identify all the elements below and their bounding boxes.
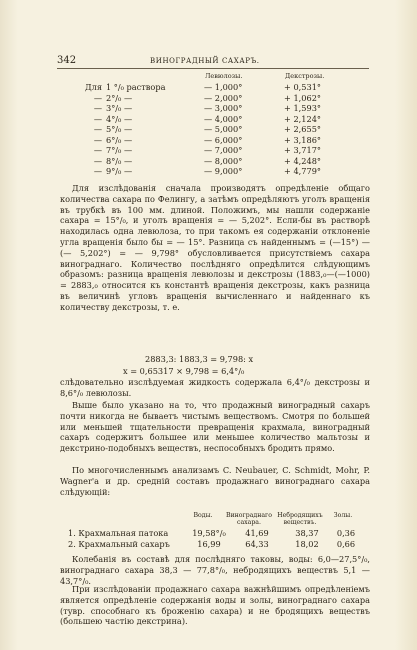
levulose-cell: — 9,000° xyxy=(204,166,243,176)
concentration-cell: 6°/₀ — xyxy=(106,134,133,145)
dextrose-cell: + 1,593° xyxy=(284,103,321,113)
row-prefix: — xyxy=(93,103,102,113)
col-header-unfermentable: Небродящихъ веществъ. xyxy=(277,512,323,526)
formula-result: x = 0,65317 × 9,798 = 6,4°/₀ xyxy=(123,366,245,376)
concentration-cell: 2°/₀ — xyxy=(106,92,133,103)
rotation-row xyxy=(62,93,364,104)
row-prefix: — xyxy=(93,155,102,166)
paragraph-variation: Колебанія въ составѣ для послѣдняго таковы, воды: 6,0—27,5°/₀, винограднаго сахара 38,3 — 77,8°/₀, небродящихъ веществъ 5,1 — 43,7°/₀. xyxy=(60,554,370,586)
rotation-row xyxy=(62,124,364,135)
analysis-cell-unferm: 18,02 xyxy=(295,539,319,549)
row-prefix: — xyxy=(93,134,102,145)
dextrose-cell: + 2,124° xyxy=(284,113,321,124)
concentration-cell: 7°/₀ — xyxy=(106,145,133,155)
analysis-table xyxy=(68,528,360,550)
levulose-cell: — 3,000° xyxy=(204,103,243,113)
paragraph-commercial-sugar: Выше было указано на то, что продажный виноградный сахаръ почти никогда не бываетъ чистымъ веществомъ. Смотря по большей или меньшей тщательности превращенія крахмала, виноградный сахаръ содержитъ большее или меньшее количество мальтозы и декстрино-подобныхъ веществъ, неспособныхъ бродить прямо. xyxy=(60,400,370,454)
analysis-cell-name: 1. Крахмальная патока xyxy=(68,528,169,538)
analysis-cell-grape: 64,33 xyxy=(245,539,269,549)
paragraph-conclusion: слѣдовательно изслѣдуемая жидкость содержала 6,4°/₀ декстрозы и 8,6°/₀ левюлозы. xyxy=(60,377,370,398)
paragraph-analyses: По многочисленнымъ анализамъ C. Neubauer, C. Schmidt, Mohr, P. Wagner'а и др. средній составъ продажнаго винограднаго сахара слѣдующій: xyxy=(60,465,370,497)
page-number: 342 xyxy=(57,55,77,66)
concentration-cell: 9°/₀ — xyxy=(106,166,133,176)
dextrose-cell: + 3,717° xyxy=(284,145,321,155)
concentration-cell: 5°/₀ — xyxy=(106,124,133,134)
levulose-cell: — 6,000° xyxy=(204,134,243,145)
analysis-cell-water: 16,99 xyxy=(197,539,221,549)
levulose-cell: — 4,000° xyxy=(204,113,243,124)
rotation-row xyxy=(62,82,364,93)
analysis-cell-grape: 41,69 xyxy=(245,528,269,538)
row-prefix: — xyxy=(93,166,102,176)
dextrose-cell: + 0,531° xyxy=(284,82,321,92)
rotation-row xyxy=(62,103,364,114)
analysis-row xyxy=(68,539,360,550)
analysis-cell-ash: 0,36 xyxy=(336,528,356,538)
row-prefix: — xyxy=(93,92,102,103)
col-header-levulose: Левюлозы. xyxy=(205,72,243,80)
concentration-cell: 8°/₀ — xyxy=(106,155,133,166)
analysis-cell-name: 2. Крахмальный сахаръ xyxy=(68,539,170,549)
concentration-cell: 4°/₀ — xyxy=(106,113,133,124)
dextrose-cell: + 2,655° xyxy=(284,124,321,134)
rotation-row xyxy=(62,145,364,156)
col-header-dextrose: Декстрозы. xyxy=(285,72,325,80)
rotation-row xyxy=(62,114,364,125)
dextrose-cell: + 4,248° xyxy=(284,155,321,166)
dextrose-cell: + 4,779° xyxy=(284,166,321,176)
row-prefix: — xyxy=(93,124,102,134)
row-prefix: Для xyxy=(84,82,102,92)
levulose-cell: — 1,000° xyxy=(204,82,243,92)
paragraph-method: Для изслѣдованія сначала производятъ опредѣленіе общаго количества сахара по Фелингу, а затѣмъ опредѣляютъ уголъ вращенія въ трубкѣ въ 100 мм. длиной. Положимъ, мы нашли содержаніе сахара = 15°/₀, и уголъ вращенія = — 5,202°. Если-бы въ растворѣ находилась одна левюлоза, то при такомъ ея содержаніи отклоненіе угла вращенія было бы = — 15°. Разница съ найденнымъ = (—15°) — (— 5,202°) = — 9,798° обусловливается присутствіемъ сахара винограднаго. Количество послѣдняго опредѣлится слѣдующимъ образомъ: разница вращенія левюлозы и декстрозы (1883,₀—(—1000) = 2883,₀ относится къ константѣ вращенія декстрозы, какъ разница въ величинѣ угловъ вращенія вычисленнаго и найденнаго къ количеству декстрозы, т. е. xyxy=(60,183,370,312)
analysis-cell-ash: 0,66 xyxy=(336,539,356,549)
concentration-cell: 1 °/₀ раствора xyxy=(106,82,166,92)
levulose-cell: — 8,000° xyxy=(204,155,243,166)
header-rule xyxy=(57,68,369,69)
row-prefix: — xyxy=(93,113,102,124)
levulose-cell: — 5,000° xyxy=(204,124,243,134)
concentration-cell: 3°/₀ — xyxy=(106,103,133,113)
analysis-cell-unferm: 38,37 xyxy=(295,528,319,538)
rotation-table xyxy=(62,82,364,177)
analysis-cell-water: 19,58°/₀ xyxy=(192,528,226,538)
levulose-cell: — 2,000° xyxy=(204,92,243,103)
paragraph-examination: При изслѣдованіи продажнаго сахара важнѣйшимъ опредѣленіемъ является опредѣленіе содержанія воды и золы, винограднаго сахара (тувр. способнаго къ броженію сахара) и не бродящихъ веществъ (большею частію декстрина). xyxy=(60,584,370,627)
col-header-water: Воды. xyxy=(193,512,213,519)
levulose-cell: — 7,000° xyxy=(204,145,243,155)
rotation-row xyxy=(62,156,364,167)
dextrose-cell: + 3,186° xyxy=(284,134,321,145)
running-title: ВИНОГРАДНЫЙ САХАРЪ. xyxy=(150,57,260,65)
col-header-ash: Золы. xyxy=(333,512,353,519)
col-header-grape-sugar: Винограднаго сахара. xyxy=(226,512,273,526)
dextrose-cell: + 1,062° xyxy=(284,92,321,103)
analysis-row xyxy=(68,528,360,539)
formula-proportion: 2883,3: 1883,3 = 9,798: x xyxy=(145,354,254,364)
row-prefix: — xyxy=(93,145,102,155)
rotation-row xyxy=(62,166,364,177)
rotation-row xyxy=(62,135,364,146)
